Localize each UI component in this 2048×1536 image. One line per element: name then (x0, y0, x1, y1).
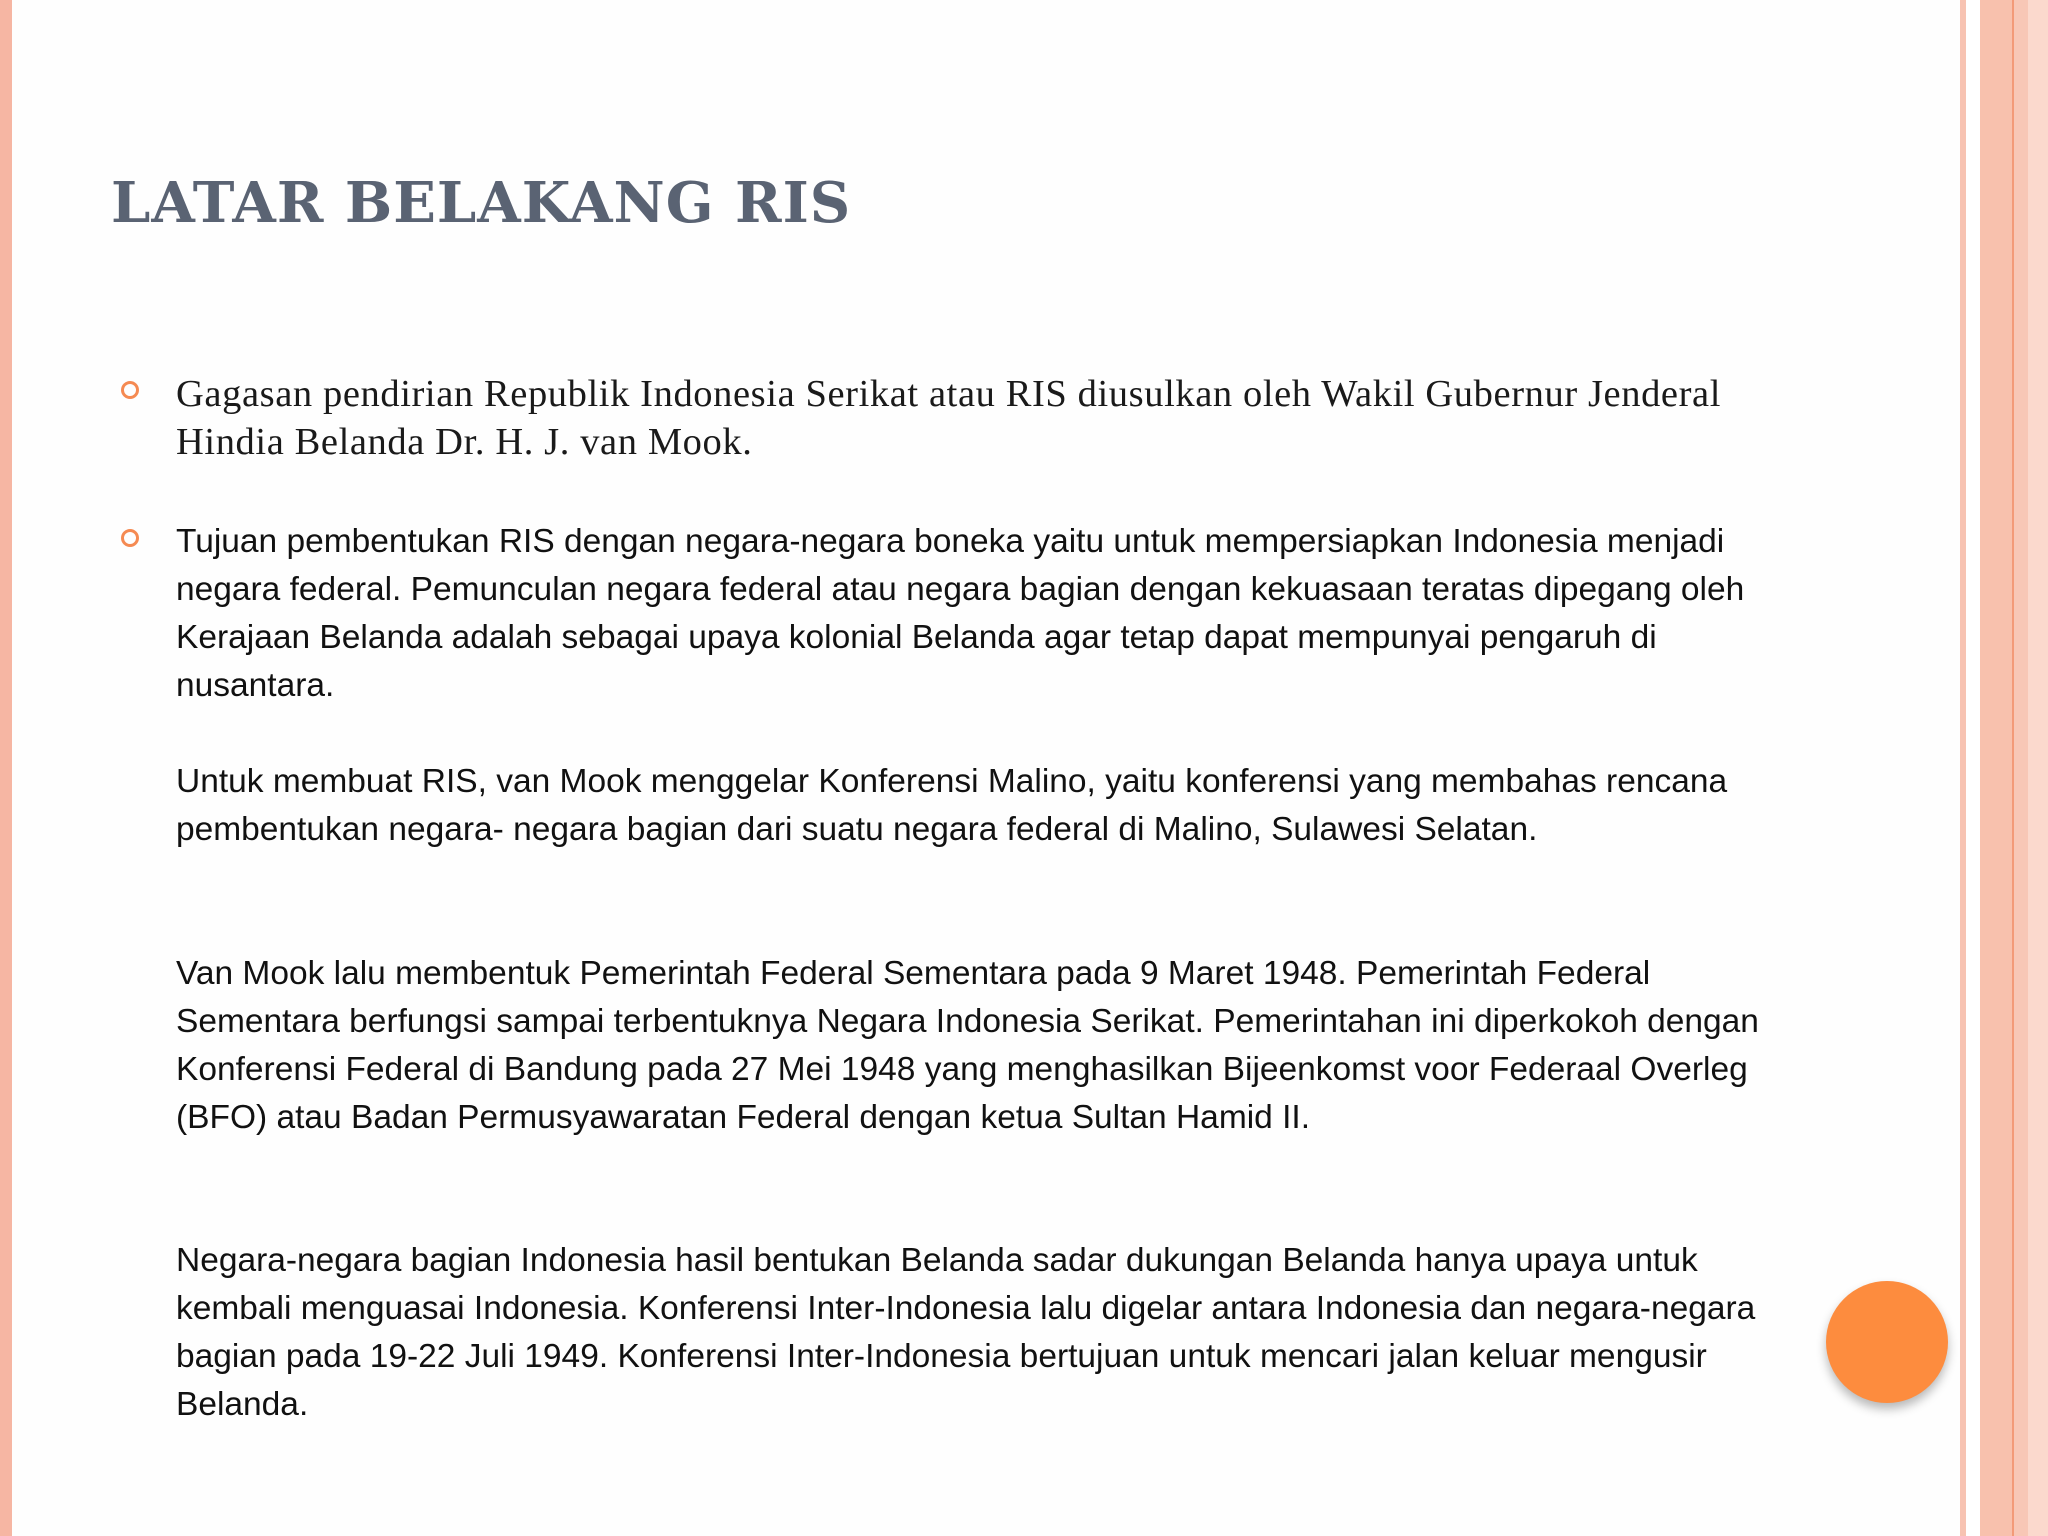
bullet-ring-icon (121, 381, 139, 399)
bullet-paragraph: Tujuan pembentukan RIS dengan negara-negara boneka yaitu untuk mempersiapkan Indonesia menjadi negara federal. Pemunculan negara federal atau negara bagian dengan kekuasaan teratas dipegang oleh Kerajaan Belanda adalah sebagai upaya kolonial Belanda agar tetap dapat mempunyai pengaruh di nusantara. (176, 523, 1745, 704)
right-decorative-band (2014, 0, 2028, 1536)
body-paragraph: Negara-negara bagian Indonesia hasil bentukan Belanda sadar dukungan Belanda hanya upaya untuk kembali menguasai Indonesia. Konferensi Inter-Indonesia lalu digelar antara Indonesia dan negara-negara bagian pada 19-22 Juli 1949. Konferensi Inter-Indonesia bertujuan untuk mencari jalan keluar mengusir Belanda. (176, 1242, 1756, 1423)
orange-circle-decoration (1826, 1281, 1948, 1403)
body-paragraph: Untuk membuat RIS, van Mook menggelar Konferensi Malino, yaitu konferensi yang membahas rencana pembentukan negara- negara bagian dari suatu negara federal di Malino, Sulawesi Selatan. (176, 763, 1728, 848)
bullet-paragraph: Gagasan pendirian Republik Indonesia Serikat atau RIS diusulkan oleh Wakil Gubernur Jenderal Hindia Belanda Dr. H. J. van Mook. (176, 373, 1722, 463)
slide-title: LATAR BELAKANG RIS (111, 170, 852, 236)
right-decorative-band (1966, 0, 1980, 1536)
left-decorative-stripe (0, 0, 12, 1536)
right-decorative-band (2028, 0, 2048, 1536)
right-decorative-band (1980, 0, 2012, 1536)
body-paragraph: Van Mook lalu membentuk Pemerintah Federal Sementara pada 9 Maret 1948. Pemerintah Federal Sementara berfungsi sampai terbentuknya Negara Indonesia Serikat. Pemerintahan ini diperkokoh dengan Konferensi Federal di Bandung pada 27 Mei 1948 yang menghasilkan Bijeenkomst voor Federaal Overleg (BFO) atau Badan Permusyawaratan Federal dengan ketua Sultan Hamid II. (176, 955, 1759, 1136)
bullet-ring-icon (121, 529, 139, 547)
